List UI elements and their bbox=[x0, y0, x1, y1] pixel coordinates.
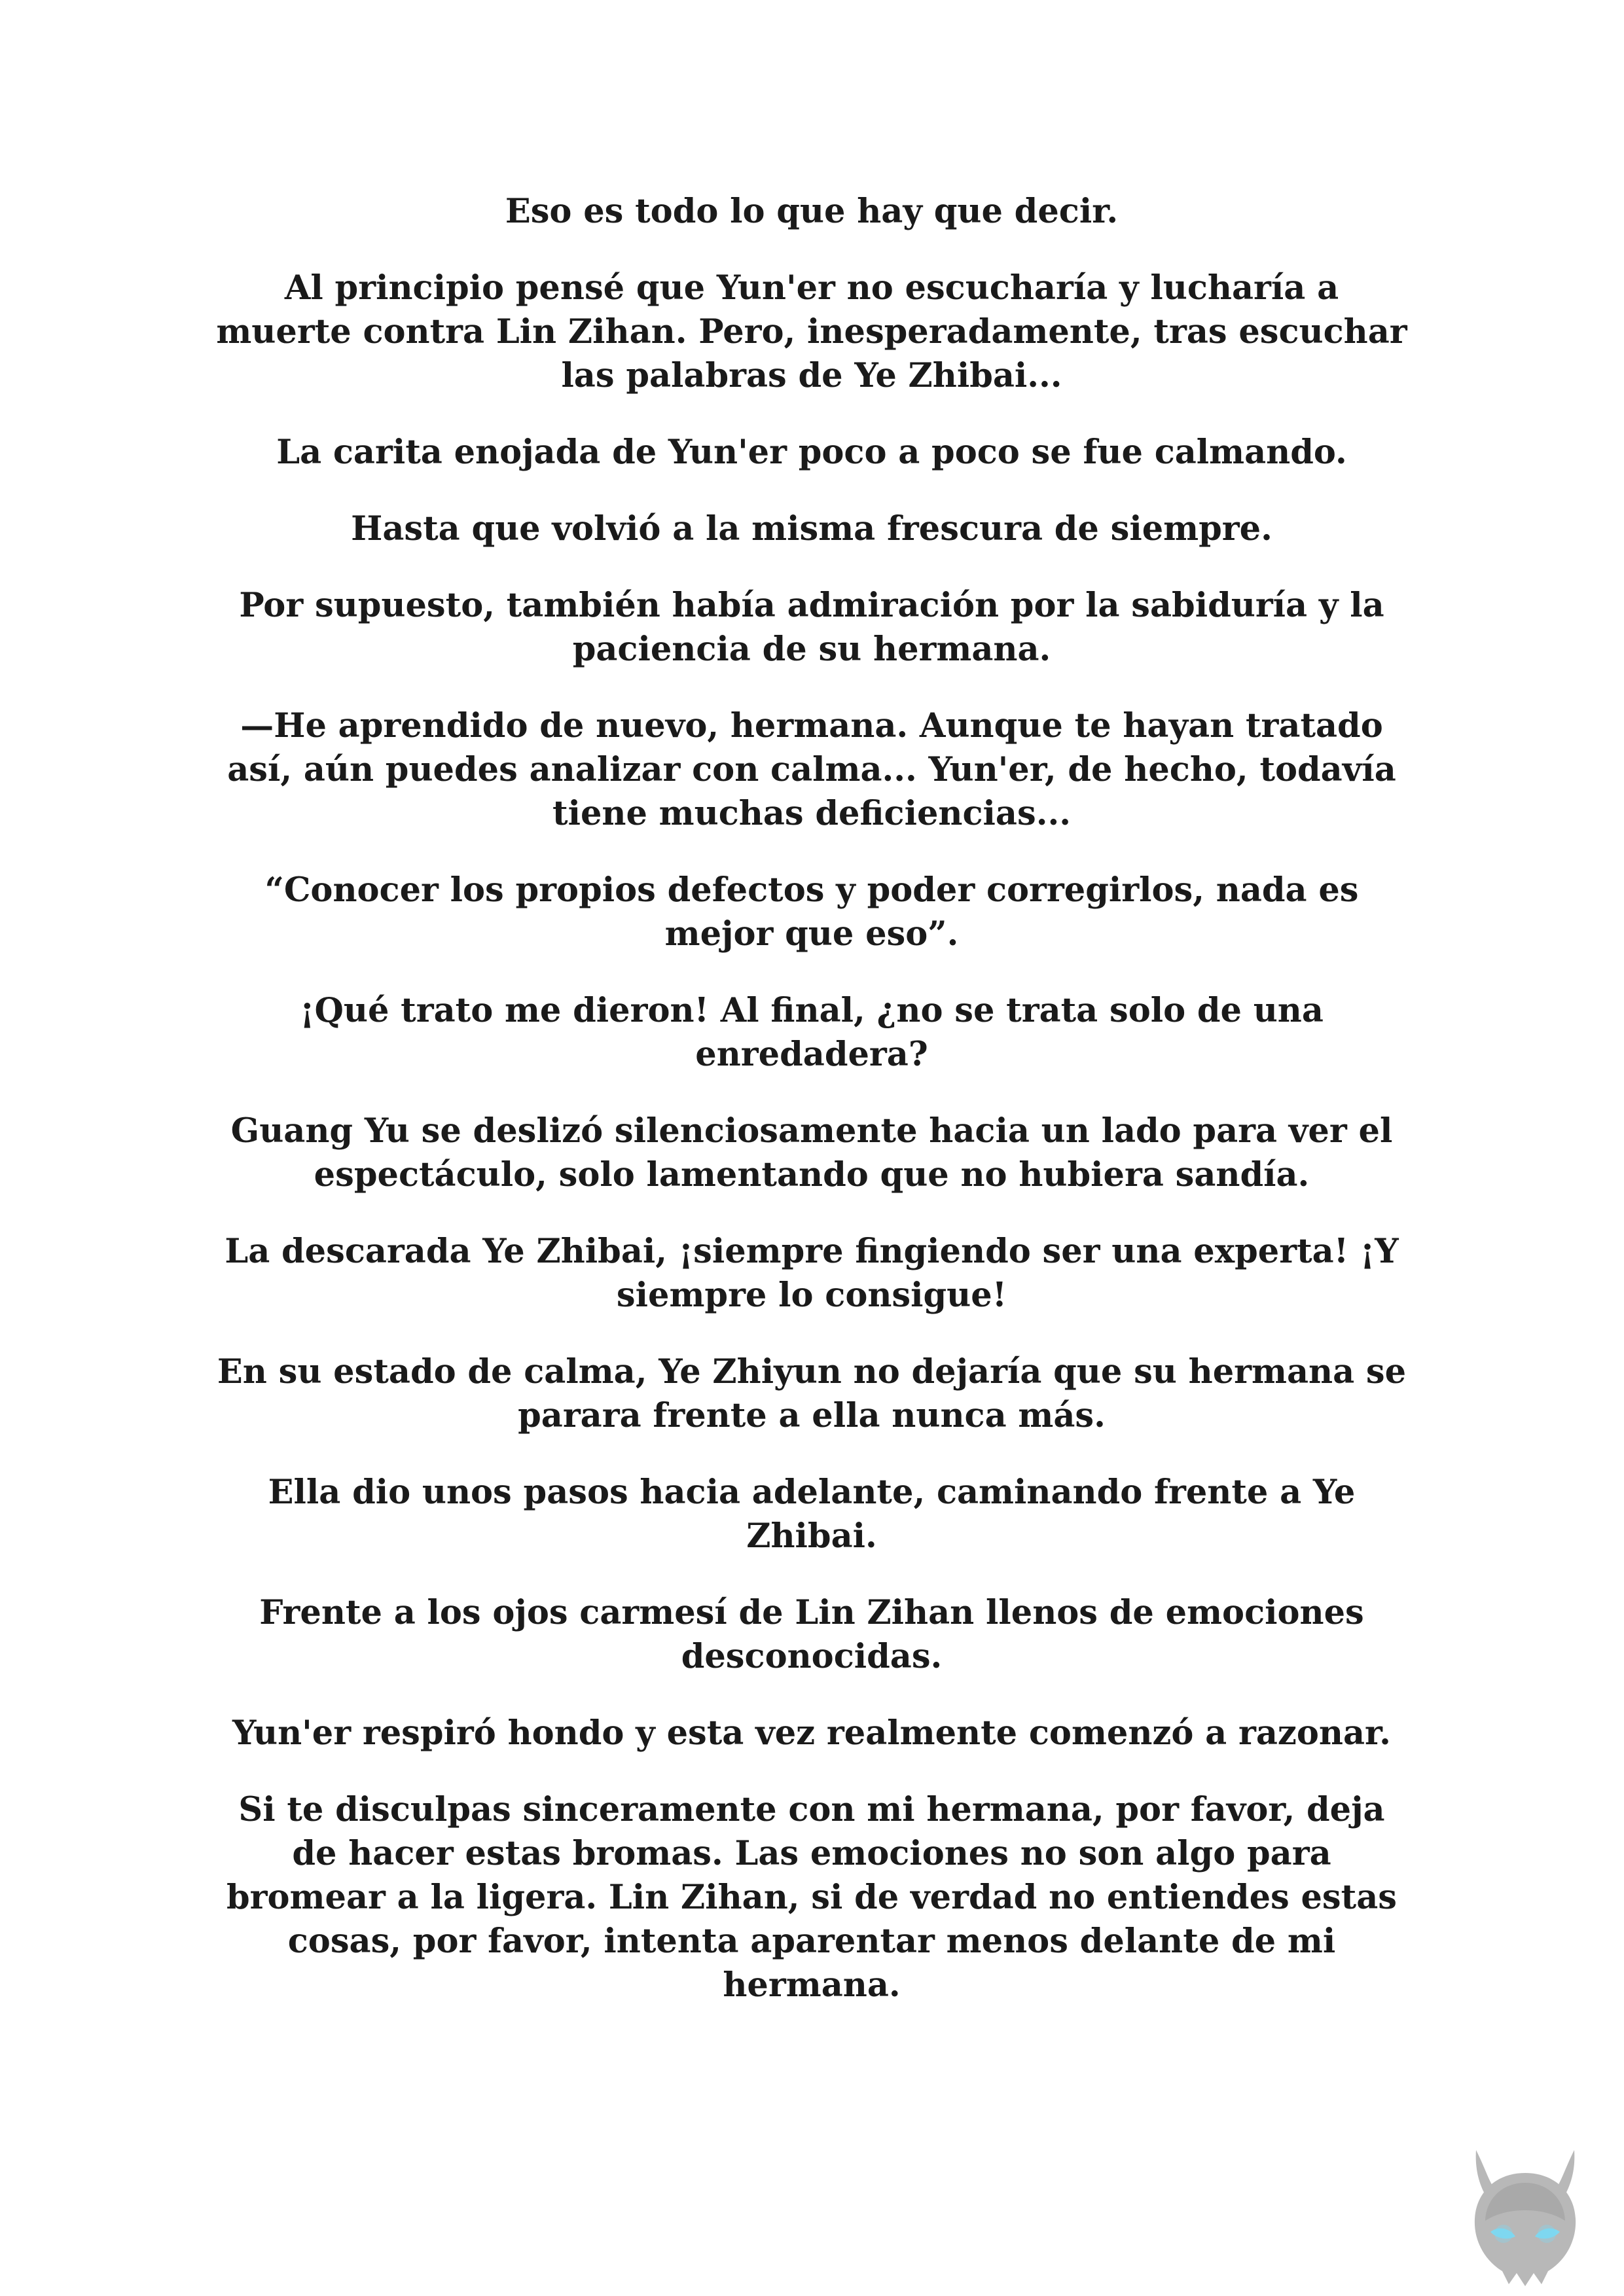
paragraph-3: La carita enojada de Yun'er poco a poco se fue calmando. bbox=[276, 433, 1347, 472]
paragraph-7: “Conocer los propios defectos y poder corregirlos, nada es mejor que eso”. bbox=[264, 870, 1359, 954]
paragraph-4: Hasta que volvió a la misma frescura de siempre. bbox=[351, 509, 1272, 548]
paragraph-14: Yun'er respiró hondo y esta vez realmente comenzó a razonar. bbox=[232, 1713, 1391, 1753]
demon-head-icon bbox=[1450, 2137, 1600, 2287]
paragraph-12: Ella dio unos pasos hacia adelante, caminando frente a Ye Zhibai. bbox=[268, 1473, 1356, 1556]
logo-eye-glow-left bbox=[1494, 2225, 1513, 2243]
paragraph-1: Eso es todo lo que hay que decir. bbox=[505, 192, 1119, 231]
logo-eye-glow-right bbox=[1538, 2225, 1556, 2243]
text-body bbox=[216, 190, 1407, 2040]
paragraph-8: ¡Qué trato me dieron! Al final, ¿no se trata solo de una enredadera? bbox=[300, 991, 1324, 1074]
paragraph-9: Guang Yu se deslizó silenciosamente hacia un lado para ver el espectáculo, solo lamentando que no hubiera sandía. bbox=[230, 1111, 1393, 1194]
paragraph-10: La descarada Ye Zhibai, ¡siempre fingiendo ser una experta! ¡Y siempre lo consigue! bbox=[225, 1232, 1399, 1315]
paragraph-6: —He aprendido de nuevo, hermana. Aunque te hayan tratado así, aún puedes analizar con calma... Yun'er, de hecho, todavía tiene muchas deficiencias... bbox=[227, 706, 1396, 833]
paragraph-11: En su estado de calma, Ye Zhiyun no dejaría que su hermana se parara frente a ella nunca más. bbox=[217, 1352, 1407, 1435]
paragraph-15: Si te disculpas sinceramente con mi hermana, por favor, deja de hacer estas bromas. Las emociones no son algo para bromear a la ligera. Lin Zihan, si de verdad no entiendes estas cosas, por favor, intenta aparentar menos delante de mi hermana. bbox=[226, 1790, 1397, 2005]
paragraph-5: Por supuesto, también había admiración por la sabiduría y la paciencia de su hermana. bbox=[239, 586, 1384, 669]
paragraph-2: Al principio pensé que Yun'er no escucharía y lucharía a muerte contra Lin Zihan. Pero, inesperadamente, tras escuchar las palabras de Ye Zhibai... bbox=[216, 268, 1407, 395]
paragraph-13: Frente a los ojos carmesí de Lin Zihan llenos de emociones desconocidas. bbox=[259, 1593, 1364, 1676]
